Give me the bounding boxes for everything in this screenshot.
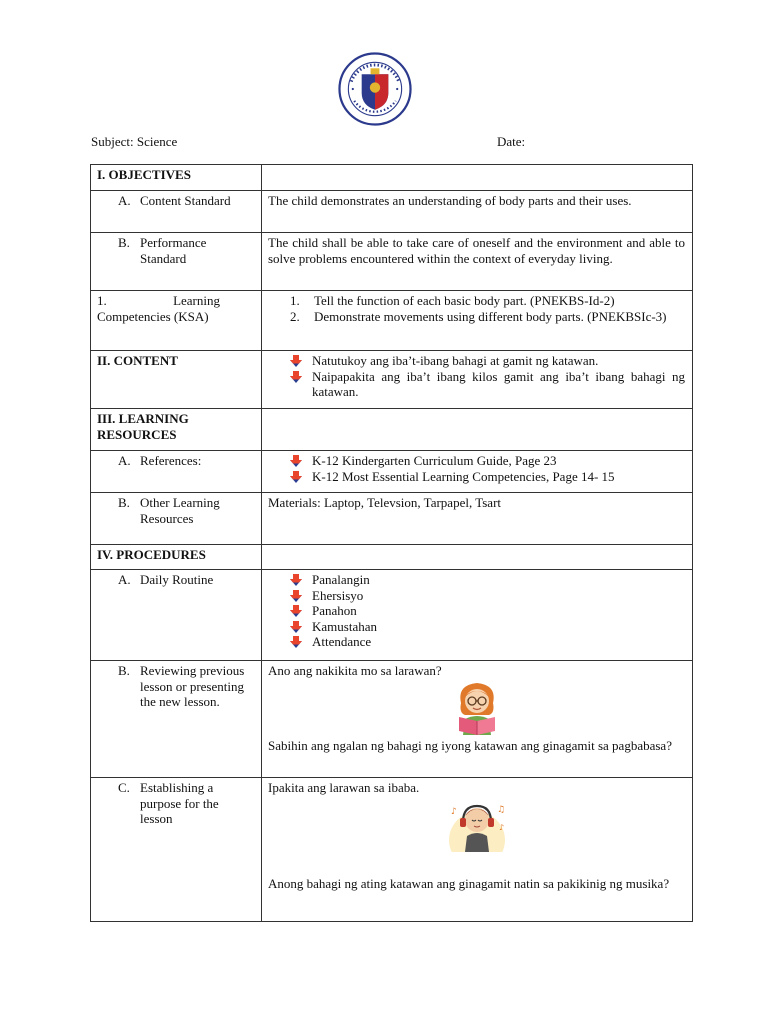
row-label: Content Standard	[140, 193, 231, 208]
review-question: Ano ang nakikita mo sa larawan?	[268, 663, 442, 678]
arrow-down-bullet-icon	[290, 574, 302, 586]
establishing-question: Anong bahagi ng ating katawan ang ginagamit natin sa pakikinig ng musika?	[268, 875, 670, 891]
list-item: K-12 Kindergarten Curriculum Guide, Page 23	[290, 453, 685, 469]
list-item: Panahon	[290, 603, 685, 619]
row-label: Daily Routine	[140, 572, 214, 587]
svg-text:♪: ♪	[450, 806, 457, 817]
review-follow-up: Sabihin ang ngalan ng bahagi ng iyong katawan ang ginagamit sa pagbabasa?	[268, 738, 672, 753]
list-item: 1. Tell the function of each basic body part. (PNEKBS-Id-2)	[290, 293, 615, 308]
row-label: Competencies (KSA)	[97, 308, 209, 324]
materials-text: Materials: Laptop, Televsion, Tarpapel, Tsart	[262, 493, 693, 545]
arrow-down-bullet-icon	[290, 605, 302, 617]
row-label: References:	[140, 453, 202, 468]
table-row	[91, 233, 693, 291]
deped-seal-icon	[338, 52, 412, 126]
list-item: Kamustahan	[290, 619, 685, 635]
svg-text:♫: ♫	[496, 804, 505, 815]
arrow-down-bullet-icon	[290, 636, 302, 648]
table-row	[91, 493, 693, 545]
section-heading: IV. PROCEDURES	[91, 545, 262, 570]
list-item: Ehersisyo	[290, 588, 685, 604]
table-row	[91, 165, 693, 191]
table-row	[91, 409, 693, 451]
section-heading: II. CONTENT	[91, 351, 262, 409]
row-number: 1.	[97, 293, 107, 308]
date-label: Date:	[497, 134, 526, 149]
reading-girl-illustration	[451, 679, 503, 735]
row-number: A.	[118, 572, 131, 587]
table-row	[91, 545, 693, 570]
routine-list	[268, 572, 685, 650]
arrow-down-bullet-icon	[290, 371, 302, 383]
table-row	[91, 191, 693, 233]
row-number: B.	[118, 495, 130, 510]
row-number: B.	[118, 235, 130, 250]
svg-text:♪: ♪	[498, 822, 504, 832]
list-item: Natutukoy ang iba’t-ibang bahagi at gamit ng katawan.	[290, 353, 685, 369]
table-row	[91, 778, 693, 922]
music-listening-boy-illustration	[445, 800, 509, 852]
references-list	[268, 453, 685, 484]
arrow-down-bullet-icon	[290, 455, 302, 467]
table-row	[91, 291, 693, 351]
row-number: C.	[118, 780, 130, 795]
row-number: A.	[118, 193, 131, 208]
section-heading: III. LEARNING RESOURCES	[91, 409, 262, 451]
list-item: Naipapakita ang iba’t ibang kilos gamit ang iba’t ibang bahagi ng katawan.	[290, 369, 685, 400]
row-label: Other Learning Resources	[140, 495, 220, 526]
competencies-list	[268, 293, 685, 324]
list-item: Panalangin	[290, 572, 685, 588]
content-list	[268, 353, 685, 400]
row-label: Performance Standard	[140, 235, 207, 266]
arrow-down-bullet-icon	[290, 621, 302, 633]
arrow-down-bullet-icon	[290, 355, 302, 367]
lesson-plan-table	[90, 164, 693, 922]
table-row	[91, 570, 693, 661]
section-heading: I. OBJECTIVES	[91, 165, 262, 191]
row-label: Establishing a purpose for the lesson	[140, 780, 219, 826]
row-number: A.	[118, 453, 131, 468]
performance-standard-text: The child shall be able to take care of oneself and the environment and able to solve problems encountered within the context of everyday living.	[262, 233, 693, 291]
list-item: 2. Demonstrate movements using different body parts. (PNEKBSIc-3)	[290, 308, 667, 324]
arrow-down-bullet-icon	[290, 590, 302, 602]
row-label: Reviewing previous lesson or presenting the new lesson.	[140, 663, 245, 709]
row-label-word: Learning	[173, 293, 220, 308]
content-standard-text: The child demonstrates an understanding of body parts and their uses.	[262, 191, 693, 233]
subject-label: Subject: Science	[91, 134, 178, 149]
list-item: Attendance	[290, 634, 685, 650]
arrow-down-bullet-icon	[290, 471, 302, 483]
list-item: K-12 Most Essential Learning Competencies, Page 14- 15	[290, 469, 685, 485]
row-number: B.	[118, 663, 130, 678]
table-row	[91, 661, 693, 778]
establishing-instruction: Ipakita ang larawan sa ibaba.	[268, 780, 420, 795]
table-row	[91, 451, 693, 493]
table-row	[91, 351, 693, 409]
